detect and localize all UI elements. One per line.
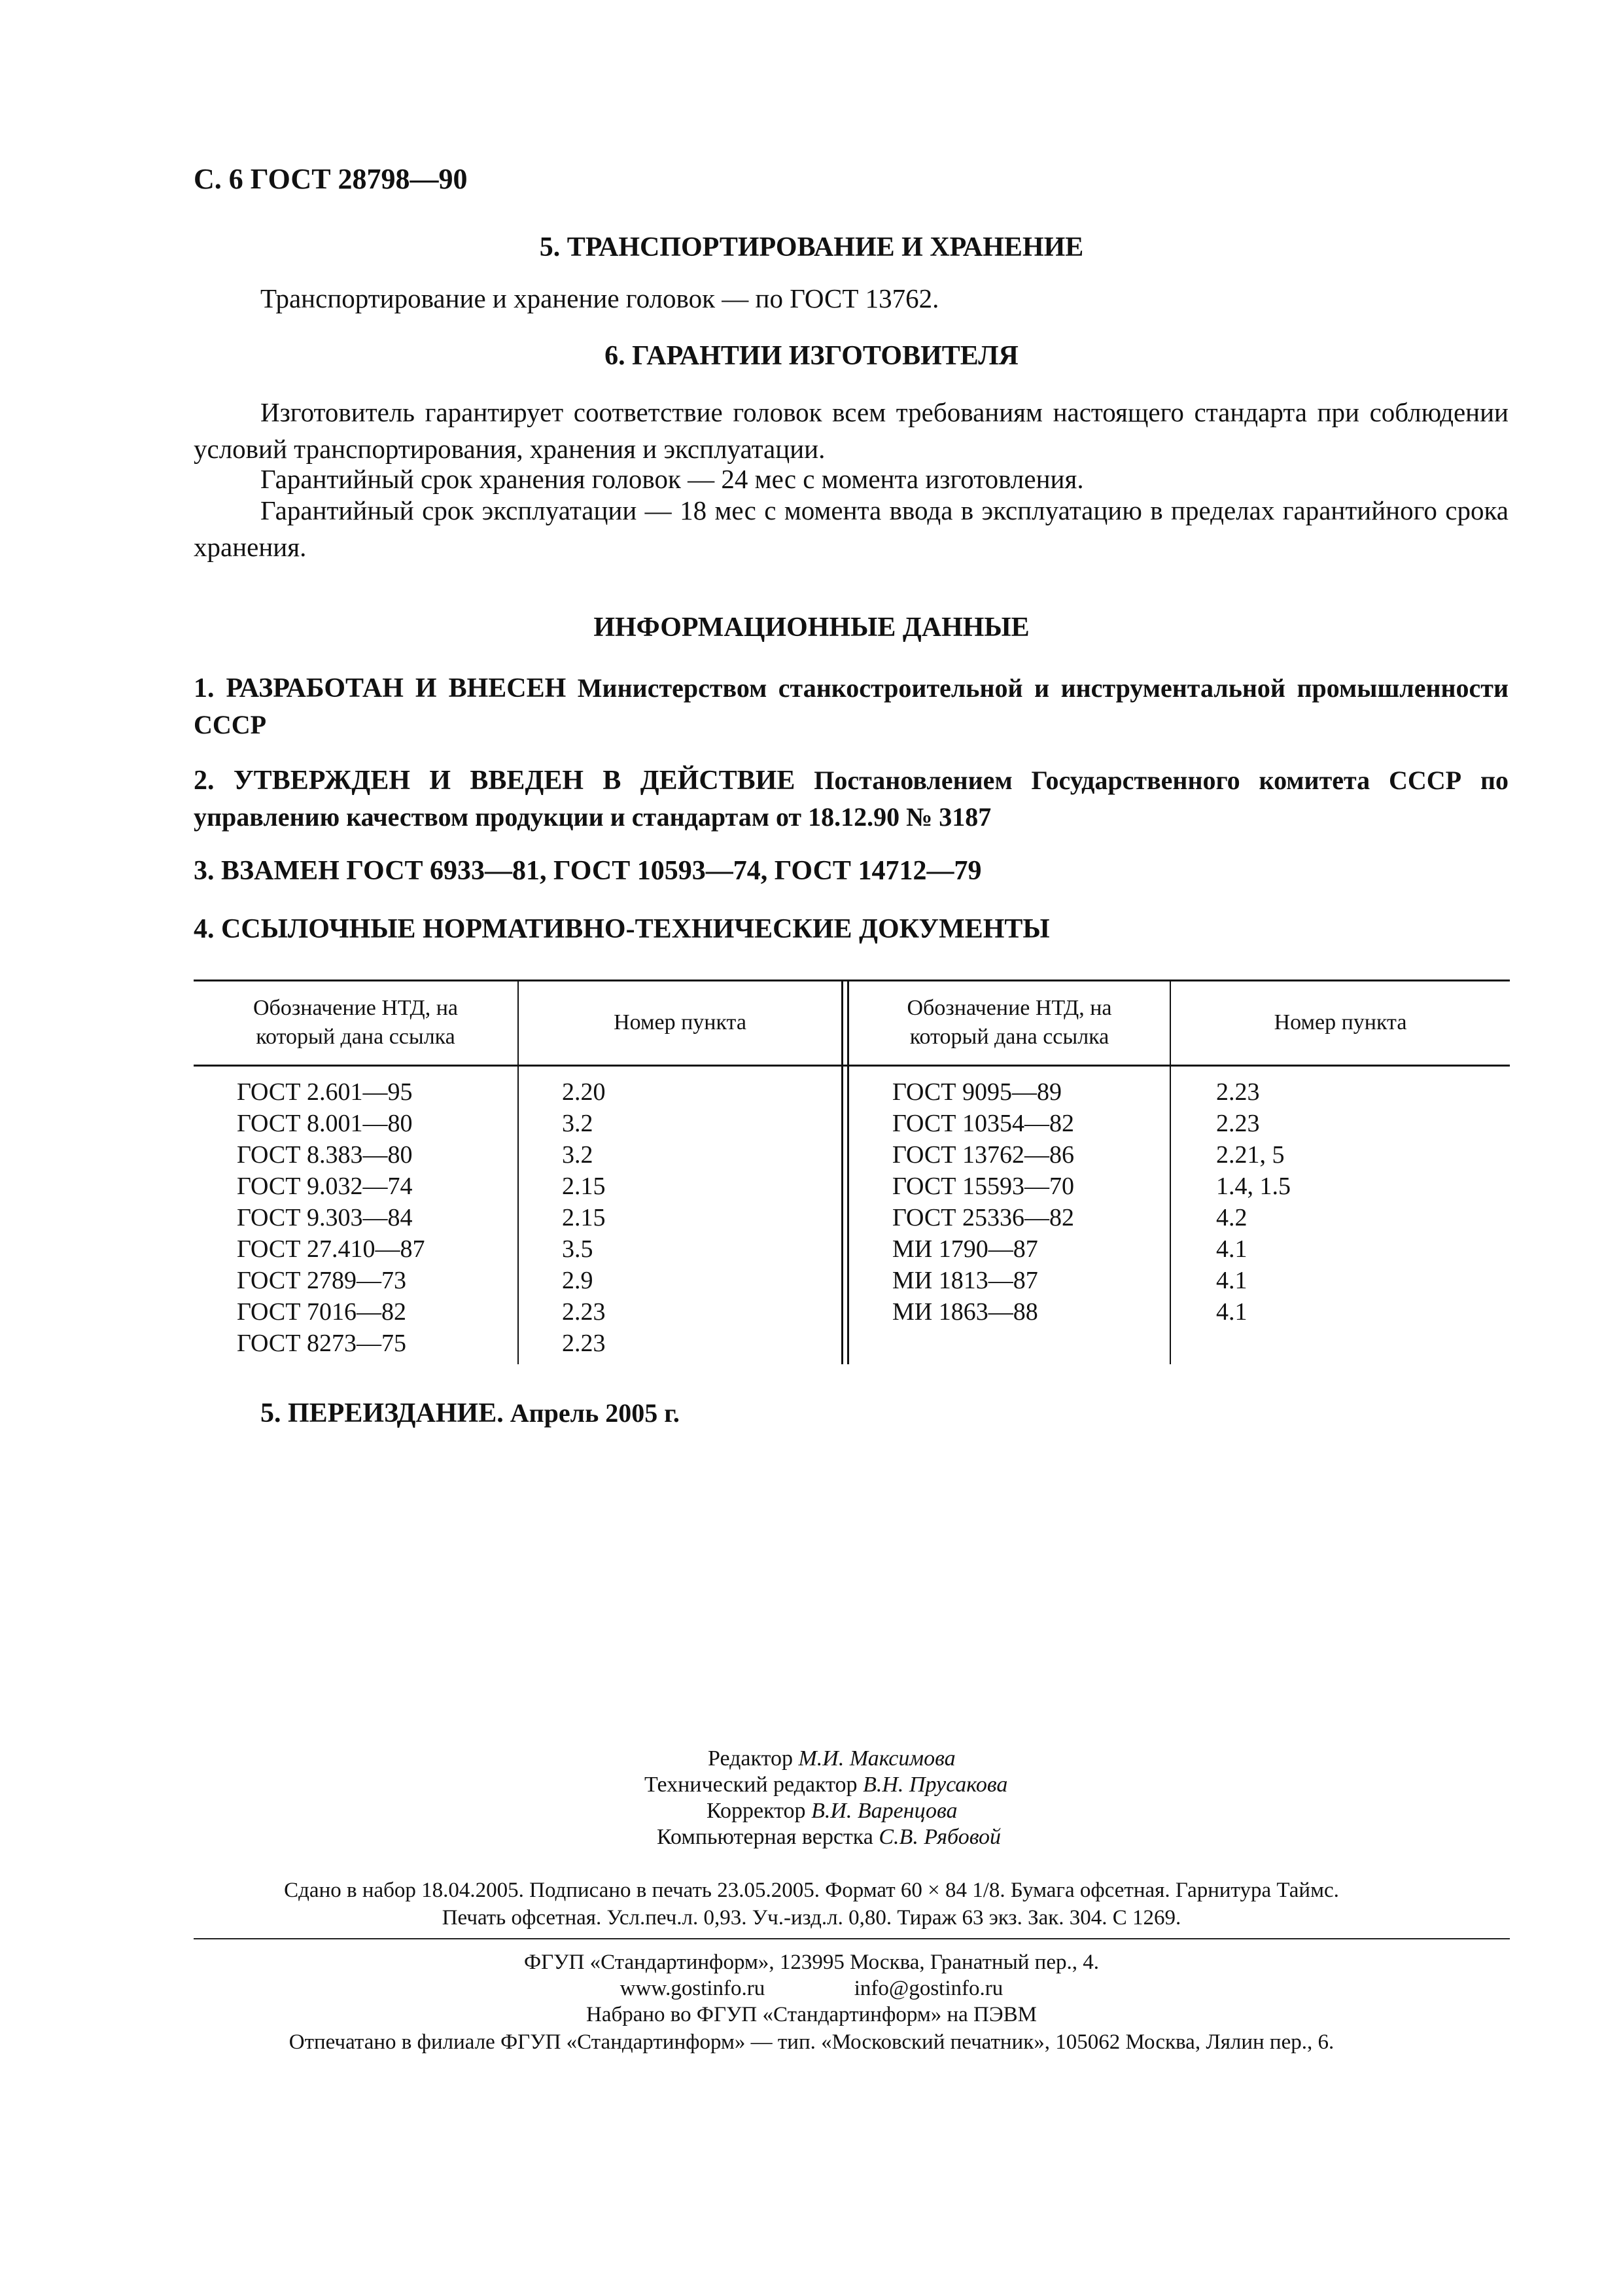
doc-cell: ГОСТ 10354—82 [892,1110,1074,1137]
item-cell: 1.4, 1.5 [1216,1173,1291,1200]
section6-title: 6. ГАРАНТИИ ИЗГОТОВИТЕЛЯ [604,341,1019,371]
header-doc-right-line1: Обозначение НТД, на [907,996,1112,1020]
header-doc-left-line1: Обозначение НТД, на [253,996,459,1020]
item-cell: 3.5 [562,1235,593,1263]
info-item-1-lead: 1. РАЗРАБОТАН И ВНЕСЕН [194,673,567,703]
page-header: С. 6 ГОСТ 28798—90 [194,163,468,195]
section5-text-content: Транспортирование и хранение головок — по ГОСТ 13762. [260,283,939,313]
doc-cell: ГОСТ 7016—82 [237,1298,406,1326]
staff-proofreader-role: Корректор [707,1799,806,1823]
item-cell: 4.1 [1216,1267,1248,1294]
imprint-typeset: Набрано во ФГУП «Стандартинформ» на ПЭВМ [585,2003,1038,2026]
item-cell: 2.15 [562,1173,606,1200]
staff-editor-role: Редактор [708,1746,793,1771]
item-cell: 4.2 [1216,1204,1248,1231]
header-doc-left [194,994,517,1051]
imprint-divider [194,1938,1510,1939]
doc-cell: ГОСТ 9095—89 [892,1078,1062,1106]
section6-p1-content: Изготовитель гарантирует соответствие головок всем требованиям настоящего стандарта при соблюдении условий транспортирования, хранения и эксплуатации. [194,397,1509,464]
doc-cell: ГОСТ 27.410—87 [237,1235,425,1263]
doc-cell: ГОСТ 9.032—74 [237,1173,413,1200]
imprint-line-1: Сдано в набор 18.04.2005. Подписано в печать 23.05.2005. Формат 60 × 84 1/8. Бумага офсетная. Гарнитура Таймс. [284,1879,1339,1902]
info-item-1-text: Министерством станкостроительной и инструментальной промышленности СССР [194,673,1509,739]
doc-cell: ГОСТ 9.303—84 [237,1204,413,1231]
doc-cell: ГОСТ 15593—70 [892,1173,1074,1200]
table-header-rule [194,1065,1510,1067]
doc-cell: ГОСТ 2789—73 [237,1267,406,1294]
imprint-publisher: ФГУП «Стандартинформ», 123995 Москва, Гранатный пер., 4. [524,1951,1099,1974]
header-doc-right-line2: который дана ссылка [909,1025,1109,1049]
header-doc-left-line2: который дана ссылка [256,1025,455,1049]
staff-layout [657,1824,1001,1850]
section6-p1 [194,394,1509,467]
header-item-right: Номер пункта [1274,1010,1407,1034]
info-title: ИНФОРМАЦИОННЫЕ ДАННЫЕ [593,612,1030,643]
info-item-1 [194,670,1509,743]
info-item-2-lead: 2. УТВЕРЖДЕН И ВВЕДЕН В ДЕЙСТВИЕ [194,766,795,796]
section6-p2-content: Гарантийный срок хранения головок — 24 мес с момента изготовления. [260,464,1084,494]
staff-layout-name: С.В. Рябовой [879,1825,1002,1849]
item-cell: 4.1 [1216,1235,1248,1263]
staff-proofreader-name: В.И. Варенцова [811,1799,958,1823]
imprint-web: www.gostinfo.ru [620,1977,765,2000]
table-center-divider-a [841,980,843,1364]
imprint-email: info@gostinfo.ru [854,1977,1003,2000]
item-cell: 2.9 [562,1267,593,1294]
table-top-rule [194,980,1510,981]
section5-title: 5. ТРАНСПОРТИРОВАНИЕ И ХРАНЕНИЕ [539,232,1084,262]
item-cell: 2.21, 5 [1216,1141,1285,1169]
staff-tech-editor-name: В.Н. Прусакова [863,1773,1008,1797]
item-cell: 4.1 [1216,1298,1248,1326]
imprint-line-2: Печать офсетная. Усл.печ.л. 0,93. Уч.-изд.л. 0,80. Тираж 63 экз. Зак. 304. С 1269. [442,1906,1181,1930]
item-cell: 3.2 [562,1110,593,1137]
doc-cell: МИ 1790—87 [892,1235,1038,1263]
item-cell: 2.15 [562,1204,606,1231]
doc-cell: ГОСТ 25336—82 [892,1204,1074,1231]
staff-tech-editor-role: Технический редактор [644,1773,858,1797]
info-item-2-text: Постановлением Государственного комитета СССР по управлению качеством продукции и стандартам от 18.12.90 № 3187 [194,766,1509,832]
staff-editor [708,1746,956,1772]
doc-cell: ГОСТ 13762—86 [892,1141,1074,1169]
doc-cell: ГОСТ 8.001—80 [237,1110,413,1137]
item-cell: 2.23 [1216,1110,1260,1137]
table-col-divider-left [517,980,519,1364]
info-item-5-lead: 5. ПЕРЕИЗДАНИЕ. [260,1398,504,1428]
table-col-divider-right [1170,980,1171,1364]
doc-cell: ГОСТ 8.383—80 [237,1141,413,1169]
imprint-printed: Отпечатано в филиале ФГУП «Стандартинформ» — тип. «Московский печатник», 105062 Москва, Лялин пер., 6. [288,2030,1335,2054]
item-cell: 2.20 [562,1078,606,1106]
header-item-left: Номер пункта [614,1010,746,1034]
section5-text [194,280,1509,317]
info-item-5-text: Апрель 2005 г. [510,1398,680,1428]
imprint-contacts [0,1975,1623,2002]
item-cell: 3.2 [562,1141,593,1169]
item-cell: 2.23 [1216,1078,1260,1106]
section6-p3-content: Гарантийный срок эксплуатации — 18 мес с момента ввода в эксплуатацию в пределах гарантийного срока хранения. [194,495,1509,562]
header-doc-right [849,994,1170,1051]
doc-cell: ГОСТ 8273—75 [237,1330,406,1357]
doc-cell: ГОСТ 2.601—95 [237,1078,413,1106]
staff-editor-name: М.И. Максимова [798,1746,956,1771]
staff-layout-role: Компьютерная верстка [657,1825,873,1849]
staff-tech-editor [644,1772,1007,1798]
item-cell: 2.23 [562,1330,606,1357]
reference-table [194,980,1510,1366]
item-cell: 2.23 [562,1298,606,1326]
doc-cell: МИ 1863—88 [892,1298,1038,1326]
info-item-3: 3. ВЗАМЕН ГОСТ 6933—81, ГОСТ 10593—74, ГОСТ 14712—79 [194,856,982,886]
info-item-2 [194,762,1509,835]
info-item-4: 4. ССЫЛОЧНЫЕ НОРМАТИВНО-ТЕХНИЧЕСКИЕ ДОКУМЕНТЫ [194,914,1050,944]
info-item-5 [260,1395,1438,1432]
doc-cell: МИ 1813—87 [892,1267,1038,1294]
section6-p3 [194,492,1509,565]
staff-proofreader [707,1798,958,1824]
